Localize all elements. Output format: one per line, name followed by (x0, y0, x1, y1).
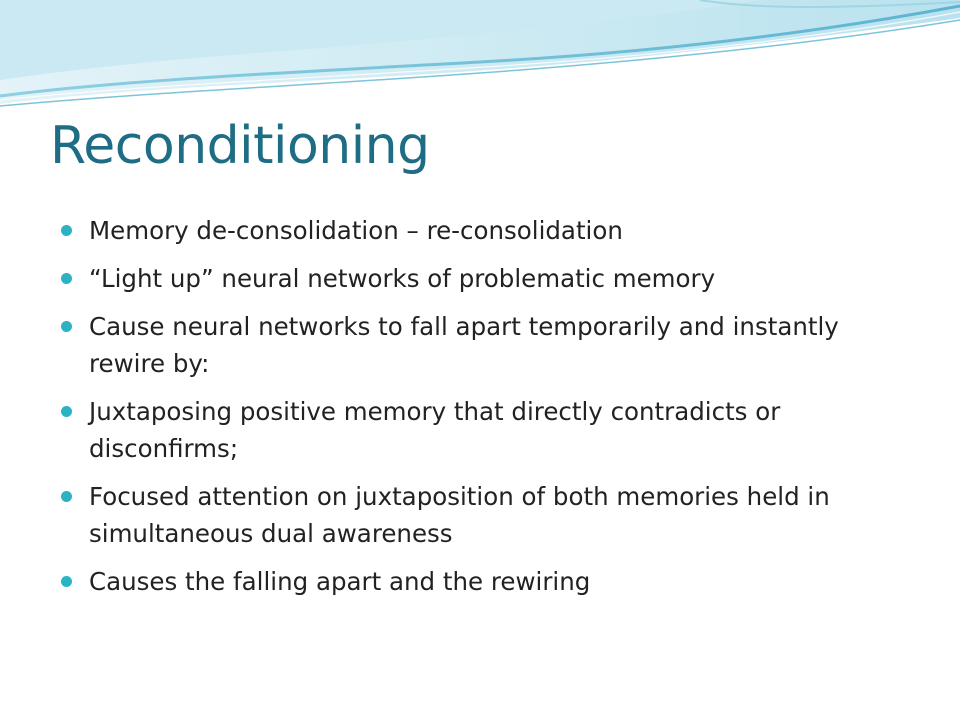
bullet-list (60, 212, 910, 611)
bullet-marker-icon (61, 321, 72, 332)
bullet-item (60, 478, 910, 552)
bullet-text: Memory de-consolidation – re-consolidation (89, 216, 623, 245)
bullet-text: “Light up” neural networks of problematic memory (89, 264, 716, 293)
bullet-item (60, 212, 910, 249)
bullet-item (60, 308, 910, 382)
bullet-text: Focused attention on juxtaposition of both memories held in simultaneous dual awareness (89, 482, 830, 548)
decorative-wave-banner (0, 0, 960, 120)
bullet-marker-icon (61, 491, 72, 502)
bullet-text: Juxtaposing positive memory that directly contradicts or disconfirms; (89, 397, 781, 463)
bullet-marker-icon (61, 273, 72, 284)
bullet-item (60, 260, 910, 297)
bullet-text: Causes the falling apart and the rewiring (89, 567, 591, 596)
bullet-item (60, 563, 910, 600)
slide-title: Reconditioning (50, 116, 430, 176)
bullet-item (60, 393, 910, 467)
bullet-marker-icon (61, 406, 72, 417)
bullet-text: Cause neural networks to fall apart temporarily and instantly rewire by: (89, 312, 839, 378)
bullet-marker-icon (61, 576, 72, 587)
bullet-marker-icon (61, 225, 72, 236)
